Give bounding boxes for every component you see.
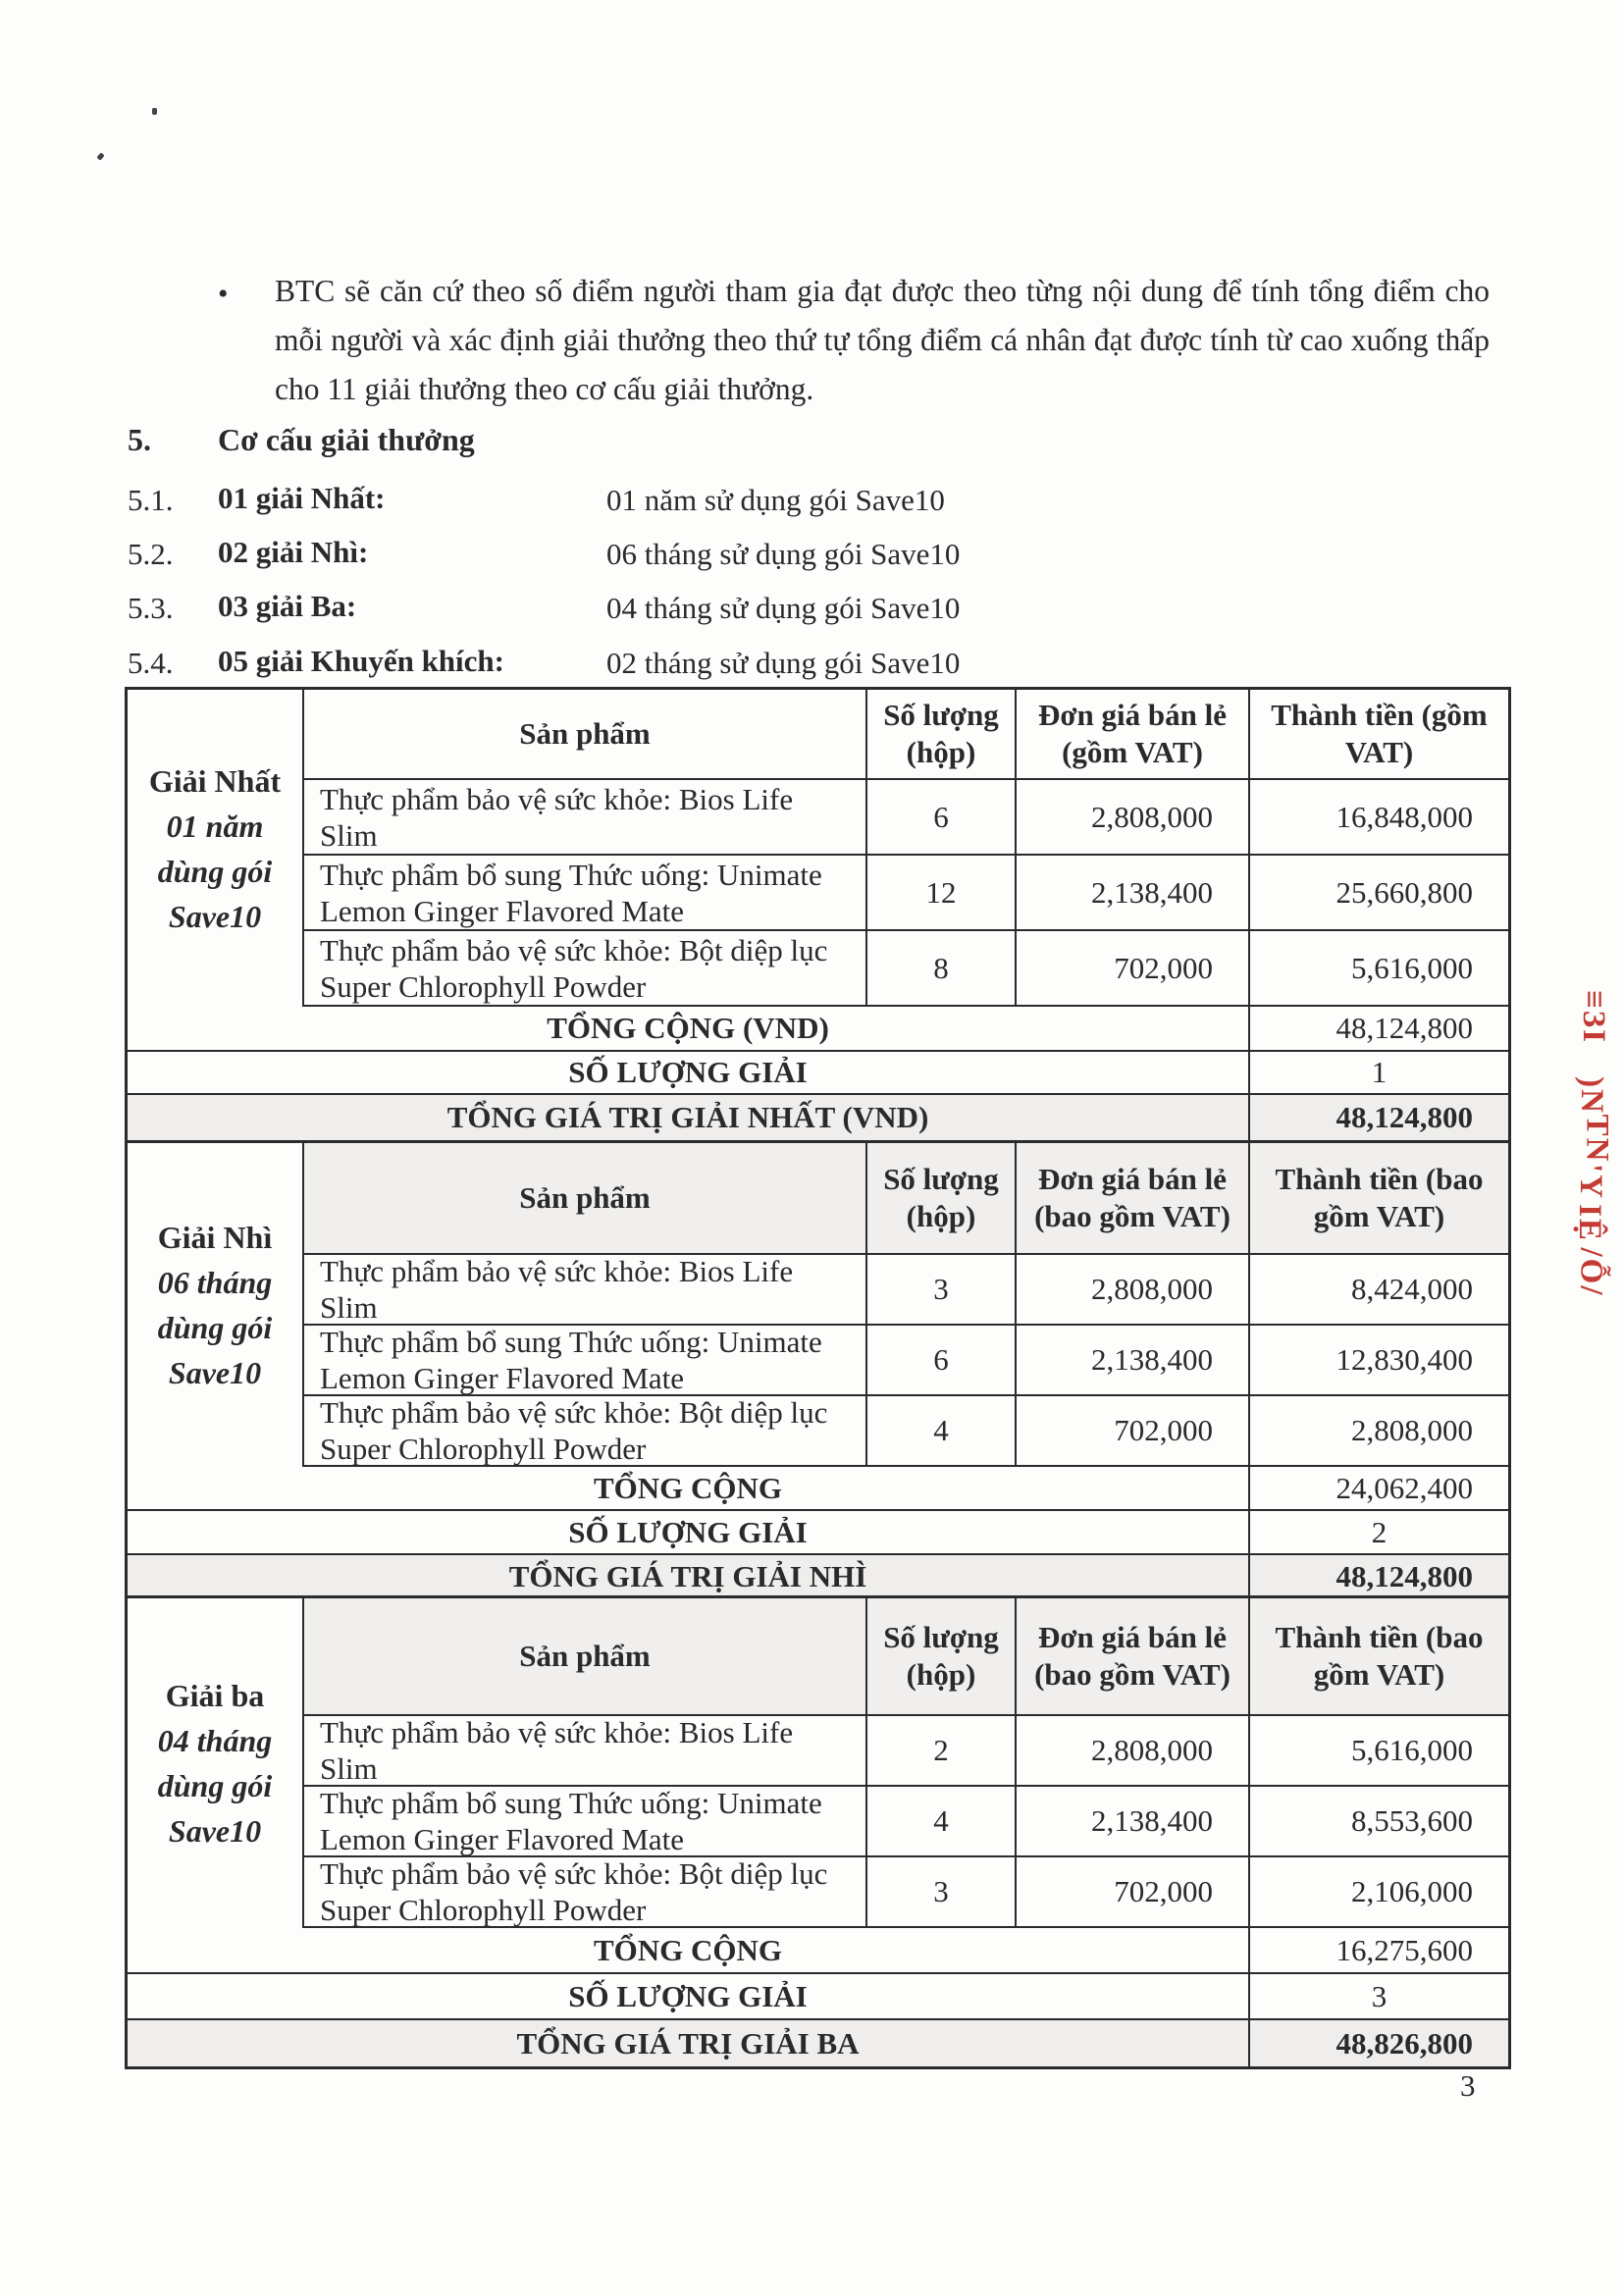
col-header-product: Sản phẩm <box>304 1598 867 1716</box>
section-title: Cơ cấu giải thưởng <box>218 422 475 457</box>
unit-price-cell: 2,808,000 <box>1017 1255 1250 1326</box>
summary-label-total: TỔNG CỘNG <box>128 1928 1250 1974</box>
col-header-unit-price: Đơn giá bán lẻ (bao gồm VAT) <box>1017 1143 1250 1255</box>
item-value: 01 năm sử dụng gói Save10 <box>606 483 945 517</box>
col-header-unit-price: Đơn giá bán lẻ (gồm VAT) <box>1017 690 1250 780</box>
product-name-cell: Thực phẩm bảo vệ sức khỏe: Bios Life Slim <box>304 1255 867 1326</box>
prize-name: Giải Nhì <box>157 1220 273 1255</box>
quantity-cell: 4 <box>867 1787 1017 1857</box>
amount-cell: 5,616,000 <box>1250 1716 1508 1787</box>
quantity-cell: 8 <box>867 931 1017 1007</box>
product-name-cell: Thực phẩm bảo vệ sức khỏe: Bios Life Slim <box>304 780 867 856</box>
col-header-quantity: Số lượng (hộp) <box>867 1143 1017 1255</box>
item-value: 04 tháng sử dụng gói Save10 <box>606 591 961 625</box>
summary-value-grand-total: 48,124,800 <box>1250 1555 1508 1598</box>
item-number: 5.4. <box>128 646 174 680</box>
stamp-fragment: 'Y <box>1573 1164 1608 1200</box>
summary-label-total: TỔNG CỘNG <box>128 1467 1250 1511</box>
amount-cell: 5,616,000 <box>1250 931 1508 1007</box>
prize-label-cell <box>128 1598 304 1928</box>
unit-price-cell: 2,808,000 <box>1017 1716 1250 1787</box>
summary-label-grand-total: TỔNG GIÁ TRỊ GIẢI NHÌ <box>128 1555 1250 1598</box>
stamp-fragment: TN <box>1579 1114 1615 1164</box>
quantity-cell: 6 <box>867 1326 1017 1396</box>
prize-package-word: dùng gói <box>157 1310 273 1345</box>
summary-value-grand-total: 48,826,800 <box>1250 2020 1508 2066</box>
prize-table-second <box>125 1140 1511 1601</box>
summary-value-grand-total: 48,124,800 <box>1250 1095 1508 1140</box>
item-number: 5.2. <box>128 537 174 571</box>
prize-label-cell <box>128 1143 304 1467</box>
summary-label-grand-total: TỔNG GIÁ TRỊ GIẢI NHẤT (VND) <box>128 1095 1250 1140</box>
summary-value-total: 16,275,600 <box>1250 1928 1508 1974</box>
amount-cell: 8,553,600 <box>1250 1787 1508 1857</box>
stamp-fragment: IỆ <box>1571 1204 1607 1242</box>
prize-table-third <box>125 1595 1511 2069</box>
scan-speck <box>96 152 104 161</box>
summary-label-count: SỐ LƯỢNG GIẢI <box>128 1511 1250 1555</box>
prize-name: Giải Nhất <box>148 762 282 799</box>
unit-price-cell: 2,138,400 <box>1017 1326 1250 1396</box>
summary-value-count: 2 <box>1250 1511 1508 1555</box>
col-header-quantity: Số lượng (hộp) <box>867 1598 1017 1716</box>
prize-package-name: Save10 <box>168 1355 262 1390</box>
intro-paragraph: BTC sẽ căn cứ theo số điểm người tham gia đạt được theo từng nội dung để tính tổng điểm cho mỗi người và xác định giải thưởng theo thứ tự tổng điểm cá nhân đạt được tính từ cao xuống thấp cho 11 giải thưởng theo cơ cấu giải thưởng. <box>275 274 1490 406</box>
unit-price-cell: 702,000 <box>1017 1857 1250 1928</box>
quantity-cell: 2 <box>867 1716 1017 1787</box>
quantity-cell: 3 <box>867 1255 1017 1326</box>
product-name-cell: Thực phẩm bảo vệ sức khỏe: Bột diệp lục Super Chlorophyll Powder <box>304 931 867 1007</box>
summary-label-count: SỐ LƯỢNG GIẢI <box>128 1974 1250 2020</box>
amount-cell: 12,830,400 <box>1250 1326 1508 1396</box>
summary-value-count: 1 <box>1250 1052 1508 1095</box>
summary-label-count: SỐ LƯỢNG GIẢI <box>128 1052 1250 1095</box>
item-label: 05 giải Khuyến khích: <box>218 644 504 678</box>
prize-package-name: Save10 <box>168 898 262 934</box>
amount-cell: 2,808,000 <box>1250 1396 1508 1467</box>
prize-duration: 01 năm <box>166 808 264 844</box>
prize-label-cell <box>128 690 304 1007</box>
amount-cell: 25,660,800 <box>1250 856 1508 931</box>
item-number: 5.1. <box>128 483 174 517</box>
prize-table-first <box>125 687 1511 1143</box>
product-name-cell: Thực phẩm bảo vệ sức khỏe: Bios Life Slim <box>304 1716 867 1787</box>
item-label: 03 giải Ba: <box>218 589 357 623</box>
quantity-cell: 6 <box>867 780 1017 856</box>
product-name-cell: Thực phẩm bảo vệ sức khỏe: Bột diệp lục Super Chlorophyll Powder <box>304 1396 867 1467</box>
amount-cell: 16,848,000 <box>1250 780 1508 856</box>
item-number: 5.3. <box>128 591 174 625</box>
product-name-cell: Thực phẩm bổ sung Thức uống: Unimate Lemon Ginger Flavored Mate <box>304 856 867 931</box>
section-number: 5. <box>128 422 151 457</box>
amount-cell: 2,106,000 <box>1250 1857 1508 1928</box>
prize-duration: 04 tháng <box>157 1723 273 1758</box>
page-number: 3 <box>1460 2068 1476 2103</box>
quantity-cell: 4 <box>867 1396 1017 1467</box>
col-header-amount: Thành tiền (gồm VAT) <box>1250 690 1508 780</box>
col-header-amount: Thành tiền (bao gồm VAT) <box>1250 1598 1508 1716</box>
item-value: 02 tháng sử dụng gói Save10 <box>606 646 961 680</box>
summary-label-total: TỔNG CỘNG (VND) <box>128 1007 1250 1052</box>
item-label: 02 giải Nhì: <box>218 535 369 569</box>
unit-price-cell: 702,000 <box>1017 1396 1250 1467</box>
product-name-cell: Thực phẩm bổ sung Thức uống: Unimate Lemon Ginger Flavored Mate <box>304 1787 867 1857</box>
summary-value-count: 3 <box>1250 1974 1508 2020</box>
summary-label-grand-total: TỔNG GIÁ TRỊ GIẢI BA <box>128 2020 1250 2066</box>
stamp-fragment: )N <box>1573 1076 1609 1115</box>
product-name-cell: Thực phẩm bảo vệ sức khỏe: Bột diệp lục Super Chlorophyll Powder <box>304 1857 867 1928</box>
stamp-fragment: /Ỗ/ <box>1573 1247 1609 1297</box>
summary-value-total: 24,062,400 <box>1250 1467 1508 1511</box>
prize-duration: 06 tháng <box>157 1265 273 1300</box>
col-header-product: Sản phẩm <box>304 690 867 780</box>
product-name-cell: Thực phẩm bổ sung Thức uống: Unimate Lemon Ginger Flavored Mate <box>304 1326 867 1396</box>
item-value: 06 tháng sử dụng gói Save10 <box>606 537 961 571</box>
unit-price-cell: 2,808,000 <box>1017 780 1250 856</box>
bullet-icon: • <box>218 278 229 310</box>
quantity-cell: 12 <box>867 856 1017 931</box>
amount-cell: 8,424,000 <box>1250 1255 1508 1326</box>
summary-value-total: 48,124,800 <box>1250 1007 1508 1052</box>
unit-price-cell: 2,138,400 <box>1017 856 1250 931</box>
scan-speck <box>152 108 157 115</box>
col-header-amount: Thành tiền (bao gồm VAT) <box>1250 1143 1508 1255</box>
col-header-unit-price: Đơn giá bán lẻ (bao gồm VAT) <box>1017 1598 1250 1716</box>
col-header-product: Sản phẩm <box>304 1143 867 1255</box>
prize-package-name: Save10 <box>168 1813 262 1849</box>
unit-price-cell: 702,000 <box>1017 931 1250 1007</box>
prize-name: Giải ba <box>165 1678 265 1713</box>
col-header-quantity: Số lượng (hộp) <box>867 690 1017 780</box>
quantity-cell: 3 <box>867 1857 1017 1928</box>
unit-price-cell: 2,138,400 <box>1017 1787 1250 1857</box>
prize-package-word: dùng gói <box>157 853 273 889</box>
prize-package-word: dùng gói <box>157 1768 273 1803</box>
stamp-fragment: ≡ЗІ <box>1576 989 1612 1045</box>
item-label: 01 giải Nhất: <box>218 481 386 515</box>
